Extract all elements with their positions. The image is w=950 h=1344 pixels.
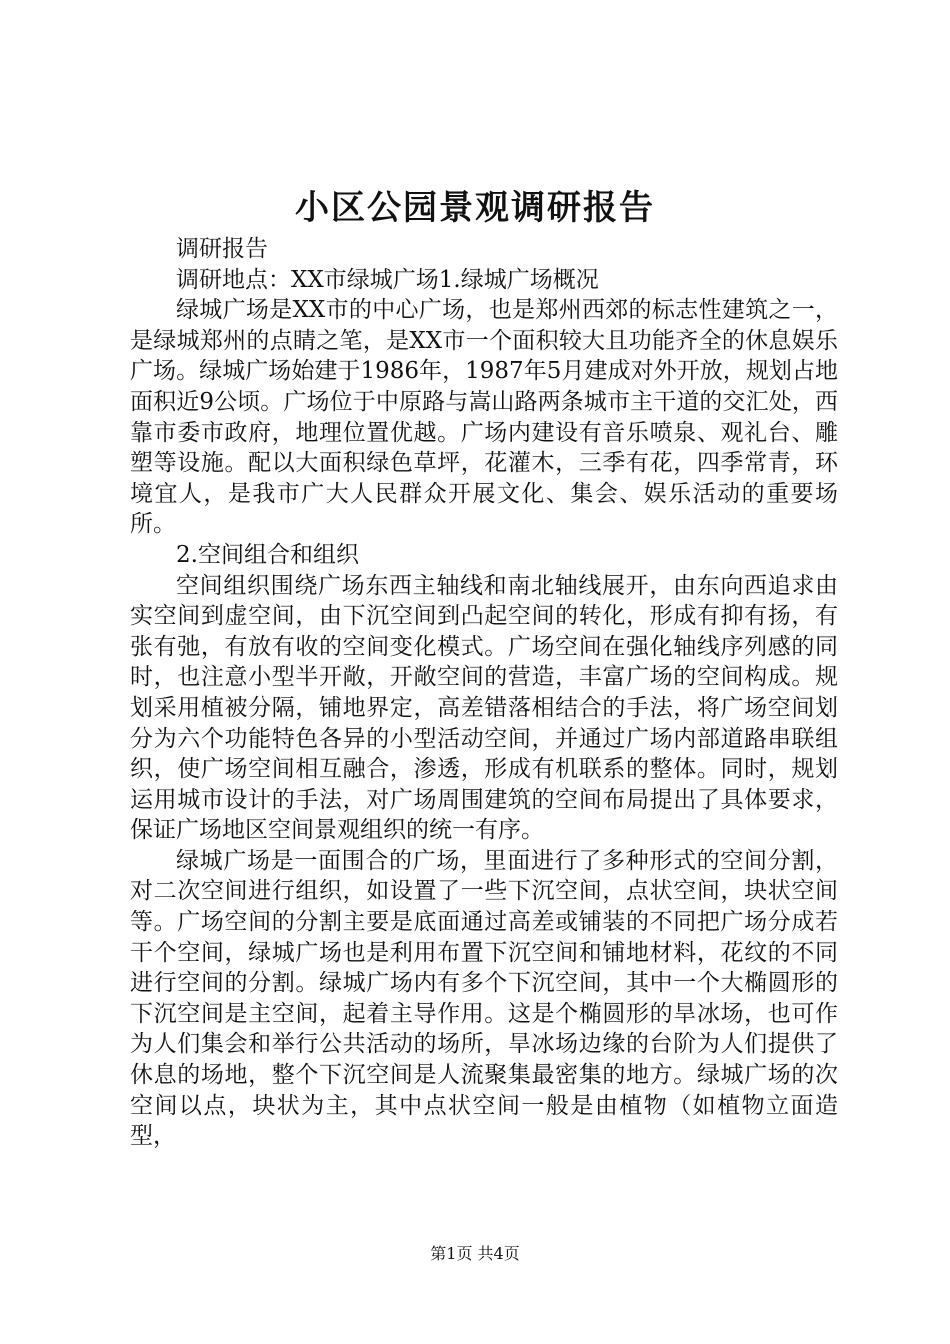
- document-body: [130, 234, 838, 1152]
- paragraph-report-label: 调研报告: [176, 236, 268, 262]
- paragraph-survey-location: 调研地点：XX市绿城广场1.绿城广场概况: [176, 266, 599, 293]
- paragraph-overview: 绿城广场是XX市的中心广场，也是郑州西郊的标志性建筑之一，是绿城郑州的点睛之笔，是XX市一个面积较大且功能齐全的休息娱乐广场。绿城广场始建于1986年，1987年5月建成对外开放，规划占地面积近9公顷。广场位于中原路与嵩山路两条城市主干道的交汇处，西靠市委市政府，地理位置优越。广场内建设有音乐喷泉、观礼台、雕塑等设施。配以大面积绿色草坪，花灌木，三季有花，四季常青，环境宜人，是我市广大人民群众开展文化、集会、娱乐活动的重要场所。: [130, 297, 838, 538]
- document-title: 小区公园景观调研报告: [295, 188, 655, 228]
- paragraph-space-division: 绿城广场是一面围合的广场，里面进行了多种形式的空间分割，对二次空间进行组织，如设置了一些下沉空间，点状空间，块状空间等。广场空间的分割主要是底面通过高差或铺装的不同把广场分成若干个空间，绿城广场也是利用布置下沉空间和铺地材料，花纹的不同进行空间的分割。绿城广场内有多个下沉空间，其中一个大椭圆形的下沉空间是主空间，起着主导作用。这是个椭圆形的旱冰场，也可作为人们集会和举行公共活动的场所，旱冰场边缘的台阶为人们提供了休息的场地，整个下沉空间是人流聚集最密集的地方。绿城广场的次空间以点，块状为主，其中点状空间一般是由植物（如植物立面造型，: [130, 847, 838, 1150]
- page-footer: 第1页 共4页: [430, 1244, 520, 1263]
- paragraph-spatial-organization: 空间组织围绕广场东西主轴线和南北轴线展开，由东向西追求由实空间到虚空间，由下沉空间到凸起空间的转化，形成有抑有扬，有张有弛，有放有收的空间变化模式。广场空间在强化轴线序列感的同时，也注意小型半开敞，开敞空间的营造，丰富广场的空间构成。规划采用植被分隔，铺地界定，高差错落相结合的手法，将广场空间划分为六个功能特色各异的小型活动空间，并通过广场内部道路串联组织，使广场空间相互融合，渗透，形成有机联系的整体。同时，规划运用城市设计的手法，对广场周围建筑的空间布局提出了具体要求，保证广场地区空间景观组织的统一有序。: [130, 572, 838, 844]
- paragraph-section-heading: 2.空间组合和组织: [176, 541, 359, 568]
